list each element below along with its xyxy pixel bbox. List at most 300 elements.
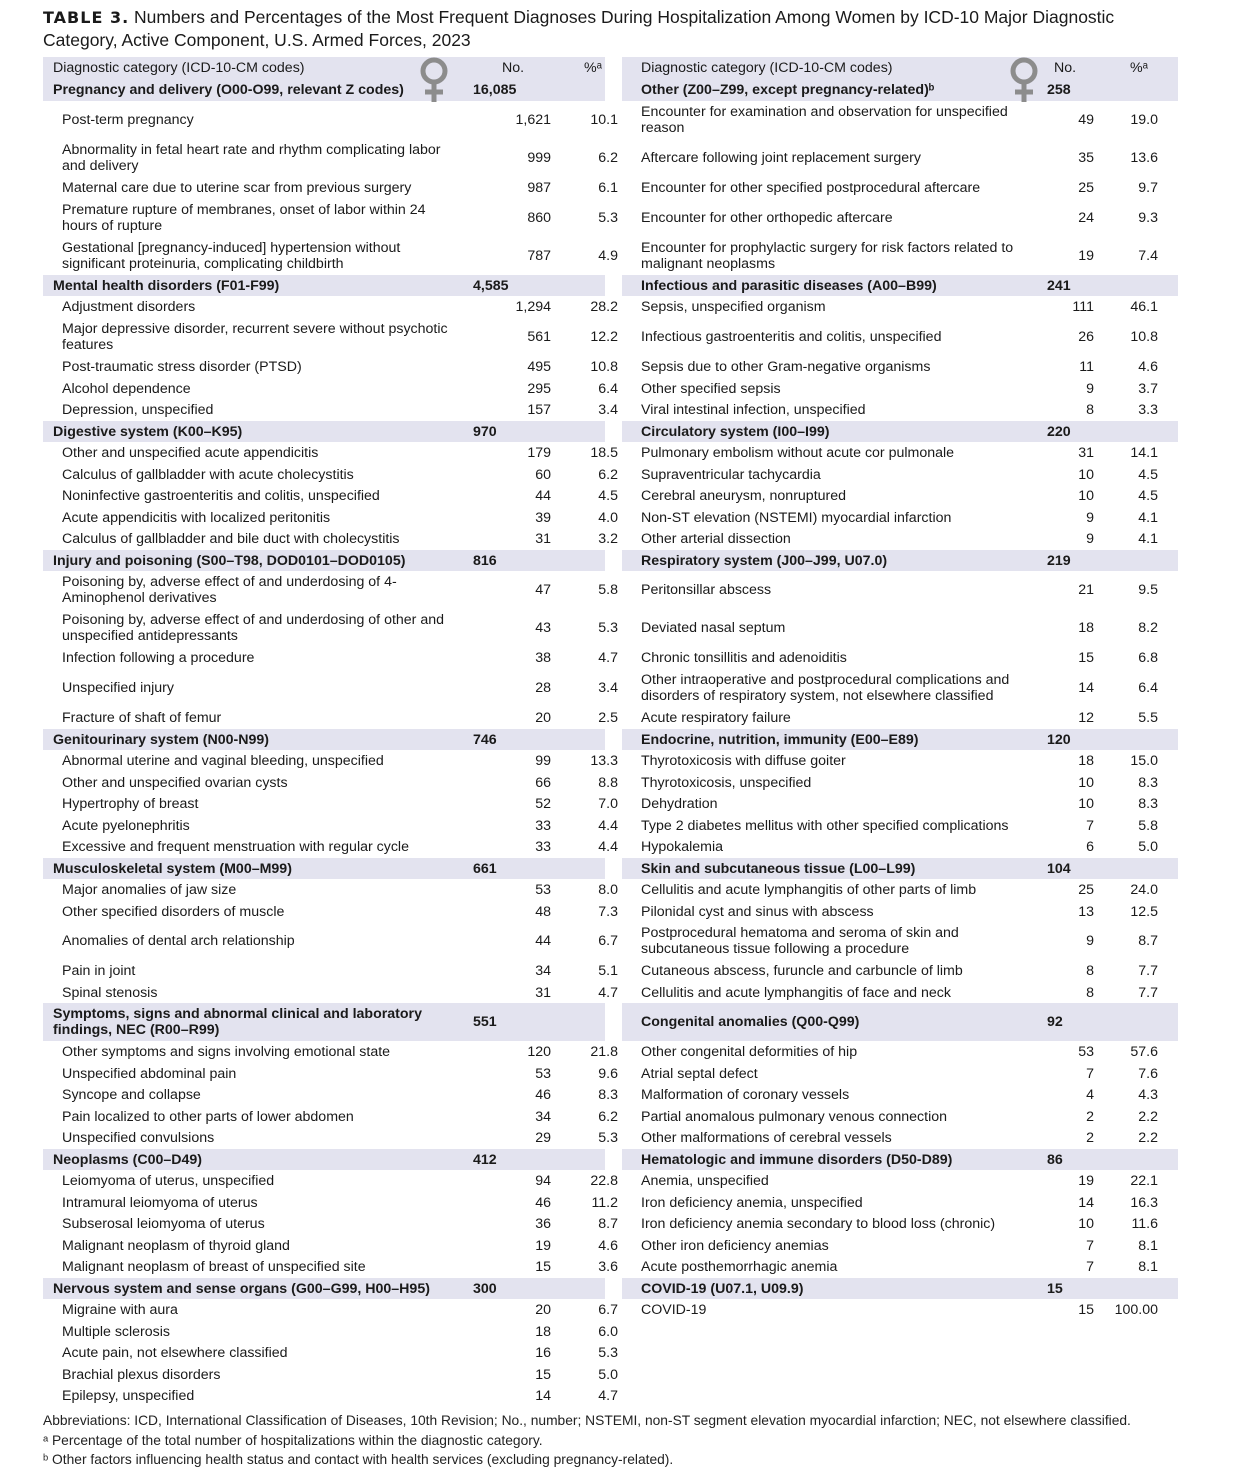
diagnosis-label: Pulmonary embolism without acute cor pulmonale bbox=[641, 445, 955, 461]
count-cell: 44 bbox=[535, 488, 551, 504]
percent-cell: 9.7 bbox=[1138, 180, 1158, 196]
diagnosis-row bbox=[43, 464, 618, 485]
count-cell: 46 bbox=[535, 1194, 551, 1211]
footnote-b: ᵇ Other factors influencing health status and contact with health services (excluding pregnancy-related). bbox=[43, 1452, 674, 1467]
count-cell: 9 bbox=[1086, 509, 1094, 526]
diagnosis-row bbox=[622, 609, 1178, 647]
diagnosis-label: Other and unspecified ovarian cysts bbox=[62, 774, 288, 791]
diagnosis-label: Encounter for prophylactic surgery for risk factors related to malignant neoplasms bbox=[641, 240, 1014, 272]
diagnosis-label: Iron deficiency anemia, unspecified bbox=[641, 1194, 863, 1211]
count-cell: 179 bbox=[527, 445, 551, 461]
diagnosis-label: Viral intestinal infection, unspecified bbox=[641, 402, 866, 418]
percent-cell: 4.7 bbox=[598, 650, 618, 666]
count-cell: 219 bbox=[1047, 552, 1071, 569]
diagnosis-label: Epilepsy, unspecified bbox=[62, 1388, 195, 1404]
diagnosis-label: Other specified sepsis bbox=[641, 380, 781, 397]
diagnosis-label: Iron deficiency anemia secondary to blood loss (chronic) bbox=[641, 1216, 996, 1232]
diagnosis-row bbox=[43, 1041, 618, 1063]
percent-cell: 6.7 bbox=[598, 1302, 618, 1318]
diagnosis-label: Abnormality in fetal heart rate and rhythm complicating labor and delivery bbox=[62, 142, 441, 174]
count-cell: 12 bbox=[1078, 710, 1094, 726]
percent-cell: 4.1 bbox=[1138, 509, 1158, 526]
percent-cell: 7.0 bbox=[598, 796, 618, 812]
percent-cell: 19.0 bbox=[1130, 112, 1158, 128]
count-cell: 10 bbox=[1078, 1216, 1094, 1232]
percent-cell: 28.2 bbox=[590, 299, 618, 315]
percent-cell: 11.6 bbox=[1131, 1216, 1158, 1232]
count-cell: 14 bbox=[1078, 680, 1094, 696]
percent-cell: 4.5 bbox=[1138, 488, 1158, 504]
diagnosis-row bbox=[43, 485, 618, 507]
percent-cell: 2.2 bbox=[1138, 1130, 1158, 1146]
count-cell: 157 bbox=[527, 402, 551, 418]
diagnosis-label: Major anomalies of jaw size bbox=[62, 882, 237, 898]
category-label: Circulatory system (I00–I99) bbox=[641, 423, 830, 440]
percent-cell: 5.5 bbox=[1138, 710, 1158, 726]
diagnosis-label: Acute pain, not elsewhere classified bbox=[62, 1345, 288, 1361]
count-cell: 53 bbox=[535, 882, 551, 898]
count-cell: 412 bbox=[473, 1151, 497, 1168]
percent-cell: 4.3 bbox=[1138, 1087, 1158, 1103]
count-cell: 295 bbox=[527, 380, 551, 397]
column-header-category: Diagnostic category (ICD-10-CM codes) bbox=[53, 60, 305, 76]
diagnosis-label: Intramural leiomyoma of uterus bbox=[62, 1194, 258, 1211]
count-cell: 20 bbox=[535, 1302, 551, 1318]
diagnosis-row bbox=[43, 528, 618, 550]
count-cell: 60 bbox=[535, 466, 551, 483]
count-cell: 52 bbox=[535, 796, 551, 812]
percent-cell: 57.6 bbox=[1130, 1044, 1158, 1060]
diagnosis-label: Sepsis due to other Gram-negative organisms bbox=[641, 359, 931, 375]
percent-cell: 6.4 bbox=[1138, 680, 1158, 696]
diagnosis-row bbox=[43, 318, 618, 356]
diagnosis-label: Sepsis, unspecified organism bbox=[641, 299, 826, 315]
count-cell: 21 bbox=[1078, 582, 1094, 598]
count-cell: 18 bbox=[1078, 620, 1094, 636]
diagnosis-label: Other specified disorders of muscle bbox=[62, 903, 285, 920]
diagnosis-row bbox=[622, 1256, 1178, 1278]
diagnosis-label: Migraine with aura bbox=[62, 1302, 178, 1318]
count-cell: 104 bbox=[1047, 860, 1071, 877]
count-cell: 44 bbox=[535, 933, 551, 949]
diagnosis-label: Acute posthemorrhagic anemia bbox=[641, 1259, 838, 1275]
diagnosis-row bbox=[43, 1235, 618, 1256]
diagnosis-row bbox=[622, 1213, 1178, 1235]
percent-cell: 9.5 bbox=[1138, 582, 1158, 598]
category-row bbox=[622, 421, 1178, 442]
category-row bbox=[43, 275, 605, 296]
percent-cell: 11.2 bbox=[591, 1194, 618, 1211]
diagnosis-row bbox=[622, 464, 1178, 485]
count-cell: 99 bbox=[535, 753, 551, 769]
count-cell: 18 bbox=[1078, 753, 1094, 769]
count-cell: 66 bbox=[535, 774, 551, 791]
count-cell: 10 bbox=[1078, 466, 1094, 483]
count-cell: 15 bbox=[535, 1366, 551, 1383]
count-cell: 120 bbox=[1047, 731, 1071, 748]
diagnosis-label: Other symptoms and signs involving emotional state bbox=[62, 1044, 391, 1060]
percent-cell: 5.0 bbox=[1138, 839, 1158, 855]
diagnosis-label: Excessive and frequent menstruation with regular cycle bbox=[62, 839, 409, 855]
footnote-a: ᵃ Percentage of the total number of hospitalizations within the diagnostic category. bbox=[43, 1432, 543, 1448]
column-header-pct: %ᵃ bbox=[584, 60, 602, 76]
diagnosis-row bbox=[622, 237, 1178, 275]
diagnosis-label: Encounter for examination and observation for unspecified reason bbox=[641, 104, 1008, 136]
count-cell: 15 bbox=[1047, 1280, 1063, 1297]
diagnosis-row bbox=[622, 1127, 1178, 1149]
diagnosis-row bbox=[43, 1127, 618, 1149]
count-cell: 34 bbox=[535, 1108, 551, 1125]
diagnosis-label: Hypertrophy of breast bbox=[62, 796, 199, 812]
count-cell: 18 bbox=[535, 1323, 551, 1340]
diagnosis-row bbox=[43, 960, 618, 982]
percent-cell: 4.6 bbox=[1138, 359, 1158, 375]
diagnosis-label: Cellulitis and acute lymphangitis of face and neck bbox=[641, 984, 951, 1001]
diagnosis-label: Calculus of gallbladder and bile duct with cholecystitis bbox=[62, 531, 400, 547]
count-cell: 53 bbox=[1078, 1044, 1094, 1060]
count-cell: 7 bbox=[1086, 1237, 1094, 1254]
count-cell: 300 bbox=[473, 1280, 497, 1297]
diagnosis-label: Premature rupture of membranes, onset of labor within 24 hours of rupture bbox=[62, 202, 426, 234]
count-cell: 11 bbox=[1079, 359, 1094, 375]
count-cell: 7 bbox=[1086, 817, 1094, 834]
diagnosis-label: Unspecified injury bbox=[62, 680, 174, 696]
percent-cell: 21.8 bbox=[590, 1044, 618, 1060]
percent-cell: 9.3 bbox=[1138, 210, 1158, 226]
percent-cell: 4.4 bbox=[598, 817, 618, 834]
diagnosis-row bbox=[43, 1342, 618, 1364]
count-cell: 8 bbox=[1086, 402, 1094, 418]
count-cell: 53 bbox=[535, 1065, 551, 1082]
percent-cell: 13.3 bbox=[590, 753, 618, 769]
diagnosis-row bbox=[43, 1364, 618, 1385]
diagnosis-row bbox=[622, 1192, 1178, 1213]
percent-cell: 13.6 bbox=[1130, 150, 1158, 166]
count-cell: 860 bbox=[527, 210, 551, 226]
diagnosis-row bbox=[43, 1192, 618, 1213]
diagnosis-row bbox=[43, 571, 618, 609]
table-title bbox=[43, 6, 1183, 52]
percent-cell: 3.7 bbox=[1138, 380, 1158, 397]
table-number: TABLE 3. bbox=[43, 8, 130, 27]
percent-cell: 8.7 bbox=[1138, 933, 1158, 949]
count-cell: 999 bbox=[527, 150, 551, 166]
diagnosis-label: Maternal care due to uterine scar from previous surgery bbox=[62, 180, 412, 196]
percent-cell: 8.3 bbox=[1138, 774, 1158, 791]
diagnosis-label: Other and unspecified acute appendicitis bbox=[62, 445, 319, 461]
category-label: Neoplasms (C00–D49) bbox=[53, 1151, 203, 1168]
percent-cell: 4.9 bbox=[598, 248, 618, 264]
percent-cell: 3.4 bbox=[598, 680, 618, 696]
diagnosis-row bbox=[43, 507, 618, 528]
count-cell: 9 bbox=[1086, 531, 1094, 547]
diagnosis-label: Peritonsillar abscess bbox=[641, 582, 772, 598]
count-cell: 13 bbox=[1078, 903, 1094, 920]
count-cell: 31 bbox=[535, 531, 551, 547]
count-cell: 14 bbox=[535, 1388, 551, 1404]
count-cell: 1,621 bbox=[515, 112, 551, 128]
count-cell: 46 bbox=[535, 1087, 551, 1103]
diagnosis-label: Poisoning by, adverse effect of and underdosing of 4-Aminophenol derivatives bbox=[62, 574, 397, 606]
diagnosis-row bbox=[622, 1063, 1178, 1084]
count-cell: 9 bbox=[1086, 380, 1094, 397]
count-cell: 34 bbox=[535, 963, 551, 979]
diagnosis-row bbox=[622, 507, 1178, 528]
diagnosis-label: Cellulitis and acute lymphangitis of other parts of limb bbox=[641, 882, 977, 898]
diagnosis-label: Type 2 diabetes mellitus with other specified complications bbox=[641, 817, 1009, 834]
count-cell: 25 bbox=[1078, 180, 1094, 196]
category-row bbox=[622, 79, 1178, 101]
percent-cell: 6.2 bbox=[598, 466, 618, 483]
diagnosis-row bbox=[622, 442, 1178, 464]
category-row bbox=[622, 275, 1178, 296]
diagnosis-row bbox=[43, 669, 618, 707]
percent-cell: 100.00 bbox=[1114, 1302, 1158, 1318]
diagnosis-label: Deviated nasal septum bbox=[641, 620, 786, 636]
diagnosis-label: Atrial septal defect bbox=[641, 1065, 758, 1082]
diagnosis-row bbox=[43, 982, 618, 1003]
percent-cell: 5.8 bbox=[1138, 817, 1158, 834]
footnote-abbreviations: Abbreviations: ICD, International Classification of Diseases, 10th Revision; No., number; NSTEMI, non-ST segment elevation myocardial infarction; NEC, not elsewhere classified. bbox=[43, 1413, 1131, 1428]
percent-cell: 5.8 bbox=[598, 582, 618, 598]
count-cell: 24 bbox=[1078, 210, 1094, 226]
diagnosis-row bbox=[43, 815, 618, 836]
diagnosis-row bbox=[622, 399, 1178, 421]
diagnosis-label: Noninfective gastroenteritis and colitis, unspecified bbox=[62, 488, 380, 504]
female-symbol-icon bbox=[1008, 57, 1040, 103]
percent-cell: 5.1 bbox=[598, 963, 618, 979]
right-table-body bbox=[622, 79, 1178, 1321]
diagnosis-label: Dehydration bbox=[641, 796, 718, 812]
percent-cell: 10.8 bbox=[590, 359, 618, 375]
diagnosis-label: Other intraoperative and postprocedural complications and disorders of respiratory system, not elsewhere classified bbox=[641, 672, 1010, 704]
percent-cell: 6.7 bbox=[598, 933, 618, 949]
diagnosis-label: Gestational [pregnancy-induced] hypertension without significant proteinuria, complicating childbirth bbox=[62, 240, 401, 272]
category-row bbox=[43, 1003, 605, 1041]
category-row bbox=[622, 550, 1178, 571]
diagnosis-label: Subserosal leiomyoma of uterus bbox=[62, 1216, 265, 1232]
count-cell: 31 bbox=[535, 984, 551, 1001]
column-header-no: No. bbox=[501, 60, 525, 76]
count-cell: 35 bbox=[1078, 150, 1094, 166]
percent-cell: 4.0 bbox=[598, 509, 618, 526]
percent-cell: 4.4 bbox=[598, 839, 618, 855]
count-cell: 2 bbox=[1086, 1108, 1094, 1125]
category-label: Congenital anomalies (Q00-Q99) bbox=[641, 1014, 860, 1030]
diagnosis-label: Thyrotoxicosis, unspecified bbox=[641, 774, 812, 791]
diagnosis-label: Anomalies of dental arch relationship bbox=[62, 933, 295, 949]
diagnosis-row bbox=[622, 750, 1178, 772]
count-cell: 33 bbox=[535, 839, 551, 855]
category-label: Mental health disorders (F01-F99) bbox=[53, 277, 280, 294]
diagnosis-row bbox=[43, 101, 618, 139]
count-cell: 987 bbox=[527, 180, 551, 196]
percent-cell: 6.4 bbox=[598, 380, 618, 397]
percent-cell: 6.0 bbox=[598, 1323, 618, 1340]
percent-cell: 6.2 bbox=[598, 1108, 618, 1125]
diagnosis-label: Other congenital deformities of hip bbox=[641, 1044, 858, 1060]
category-label: Genitourinary system (N00-N99) bbox=[53, 731, 270, 748]
category-label: Endocrine, nutrition, immunity (E00–E89) bbox=[641, 731, 919, 748]
diagnosis-label: Pilonidal cyst and sinus with abscess bbox=[641, 903, 874, 920]
percent-cell: 12.2 bbox=[590, 329, 618, 345]
category-row bbox=[622, 1149, 1178, 1170]
percent-cell: 7.4 bbox=[1138, 248, 1158, 264]
diagnosis-row bbox=[43, 609, 618, 647]
diagnosis-label: Aftercare following joint replacement surgery bbox=[641, 150, 921, 166]
percent-cell: 46.1 bbox=[1130, 299, 1158, 315]
diagnosis-row bbox=[622, 1299, 1178, 1321]
count-cell: 220 bbox=[1047, 423, 1071, 440]
diagnosis-label: Partial anomalous pulmonary venous connection bbox=[641, 1108, 948, 1125]
category-row bbox=[622, 1278, 1178, 1299]
diagnosis-row bbox=[622, 836, 1178, 858]
diagnosis-row bbox=[622, 296, 1178, 318]
diagnosis-label: Major depressive disorder, recurrent severe without psychotic features bbox=[62, 321, 448, 353]
right-table bbox=[622, 57, 1178, 1321]
percent-cell: 8.3 bbox=[598, 1087, 618, 1103]
category-row bbox=[43, 1149, 605, 1170]
diagnosis-row bbox=[622, 1170, 1178, 1192]
diagnosis-row bbox=[43, 836, 618, 858]
diagnosis-label: Non-ST elevation (NSTEMI) myocardial infarction bbox=[641, 509, 952, 526]
diagnosis-row bbox=[43, 356, 618, 378]
count-cell: 14 bbox=[1078, 1194, 1094, 1211]
count-cell: 16 bbox=[535, 1345, 551, 1361]
count-cell: 495 bbox=[527, 359, 551, 375]
diagnosis-row bbox=[622, 378, 1178, 399]
left-table-body bbox=[43, 79, 618, 1407]
percent-cell: 3.3 bbox=[1138, 402, 1158, 418]
diagnosis-label: Abnormal uterine and vaginal bleeding, unspecified bbox=[62, 753, 384, 769]
percent-cell: 22.1 bbox=[1130, 1173, 1158, 1189]
diagnosis-row bbox=[622, 318, 1178, 356]
diagnosis-label: Post-traumatic stress disorder (PTSD) bbox=[62, 359, 302, 375]
diagnosis-label: Malformation of coronary vessels bbox=[641, 1087, 850, 1103]
diagnosis-row bbox=[622, 139, 1178, 177]
diagnosis-row bbox=[43, 1084, 618, 1106]
diagnosis-label: Multiple sclerosis bbox=[62, 1323, 171, 1340]
count-cell: 1,294 bbox=[515, 299, 551, 315]
diagnosis-row bbox=[622, 1106, 1178, 1127]
diagnosis-label: Brachial plexus disorders bbox=[62, 1366, 221, 1383]
category-label: Digestive system (K00–K95) bbox=[53, 423, 243, 440]
category-row bbox=[43, 550, 605, 571]
percent-cell: 8.8 bbox=[598, 774, 618, 791]
percent-cell: 22.8 bbox=[590, 1173, 618, 1189]
count-cell: 561 bbox=[527, 329, 551, 345]
category-row bbox=[622, 858, 1178, 879]
category-label: Skin and subcutaneous tissue (L00–L99) bbox=[641, 860, 916, 877]
count-cell: 16,085 bbox=[473, 82, 517, 98]
diagnosis-row bbox=[622, 922, 1178, 960]
count-cell: 746 bbox=[473, 731, 497, 748]
column-header-category: Diagnostic category (ICD-10-CM codes) bbox=[641, 60, 893, 76]
count-cell: 19 bbox=[1078, 1173, 1094, 1189]
percent-cell: 7.7 bbox=[1138, 963, 1158, 979]
percent-cell: 4.5 bbox=[598, 488, 618, 504]
percent-cell: 4.7 bbox=[598, 1388, 618, 1404]
diagnosis-label: Thyrotoxicosis with diffuse goiter bbox=[641, 753, 846, 769]
diagnosis-label: COVID-19 bbox=[641, 1302, 707, 1318]
diagnosis-label: Acute appendicitis with localized peritonitis bbox=[62, 509, 331, 526]
diagnosis-label: Infectious gastroenteritis and colitis, unspecified bbox=[641, 329, 942, 345]
diagnosis-row bbox=[622, 982, 1178, 1003]
diagnosis-row bbox=[43, 1213, 618, 1235]
count-cell: 94 bbox=[535, 1173, 551, 1189]
diagnosis-row bbox=[43, 139, 618, 177]
diagnosis-row bbox=[43, 237, 618, 275]
count-cell: 47 bbox=[535, 582, 551, 598]
diagnosis-row bbox=[622, 356, 1178, 378]
count-cell: 111 bbox=[1072, 299, 1094, 315]
diagnosis-row bbox=[622, 1041, 1178, 1063]
diagnosis-row bbox=[622, 199, 1178, 237]
percent-cell: 10.8 bbox=[1130, 329, 1158, 345]
diagnosis-row bbox=[43, 1385, 618, 1407]
count-cell: 20 bbox=[535, 710, 551, 726]
percent-cell: 16.3 bbox=[1130, 1194, 1158, 1211]
diagnosis-row bbox=[622, 101, 1178, 139]
percent-cell: 12.5 bbox=[1130, 903, 1158, 920]
diagnosis-label: Infection following a procedure bbox=[62, 650, 255, 666]
percent-cell: 18.5 bbox=[590, 445, 618, 461]
category-label: Other (Z00–Z99, except pregnancy-related)ᵇ bbox=[641, 82, 935, 98]
count-cell: 36 bbox=[535, 1216, 551, 1232]
category-row bbox=[622, 1003, 1178, 1041]
diagnosis-label: Encounter for other orthopedic aftercare bbox=[641, 210, 893, 226]
percent-cell: 6.2 bbox=[598, 150, 618, 166]
count-cell: 31 bbox=[1078, 445, 1094, 461]
percent-cell: 8.1 bbox=[1138, 1237, 1158, 1254]
diagnosis-row bbox=[43, 647, 618, 669]
column-header-no: No. bbox=[1053, 60, 1077, 76]
percent-cell: 7.7 bbox=[1138, 984, 1158, 1001]
percent-cell: 7.3 bbox=[598, 903, 618, 920]
count-cell: 787 bbox=[527, 248, 551, 264]
count-cell: 33 bbox=[535, 817, 551, 834]
percent-cell: 8.0 bbox=[598, 882, 618, 898]
percent-cell: 6.1 bbox=[598, 180, 618, 196]
diagnosis-row bbox=[43, 296, 618, 318]
diagnosis-row bbox=[622, 815, 1178, 836]
category-label: Pregnancy and delivery (O00-O99, relevant Z codes) bbox=[53, 82, 404, 98]
count-cell: 816 bbox=[473, 552, 497, 569]
percent-cell: 4.1 bbox=[1138, 531, 1158, 547]
diagnosis-label: Unspecified convulsions bbox=[62, 1130, 215, 1146]
diagnosis-label: Cutaneous abscess, furuncle and carbuncle of limb bbox=[641, 963, 963, 979]
diagnosis-label: Depression, unspecified bbox=[62, 402, 214, 418]
diagnosis-label: Chronic tonsillitis and adenoiditis bbox=[641, 650, 847, 666]
percent-cell: 10.1 bbox=[590, 112, 618, 128]
count-cell: 551 bbox=[473, 1014, 497, 1030]
percent-cell: 4.7 bbox=[598, 984, 618, 1001]
diagnosis-label: Calculus of gallbladder with acute cholecystitis bbox=[62, 466, 354, 483]
female-symbol-icon bbox=[418, 57, 450, 103]
diagnosis-row bbox=[43, 199, 618, 237]
count-cell: 970 bbox=[473, 423, 497, 440]
category-label: Hematologic and immune disorders (D50-D89) bbox=[641, 1151, 953, 1168]
category-row bbox=[43, 858, 605, 879]
count-cell: 38 bbox=[535, 650, 551, 666]
diagnosis-row bbox=[43, 1256, 618, 1278]
count-cell: 19 bbox=[1078, 248, 1094, 264]
count-cell: 29 bbox=[535, 1130, 551, 1146]
count-cell: 7 bbox=[1086, 1065, 1094, 1082]
count-cell: 26 bbox=[1078, 329, 1094, 345]
count-cell: 39 bbox=[535, 509, 551, 526]
diagnosis-label: Leiomyoma of uterus, unspecified bbox=[62, 1173, 275, 1189]
